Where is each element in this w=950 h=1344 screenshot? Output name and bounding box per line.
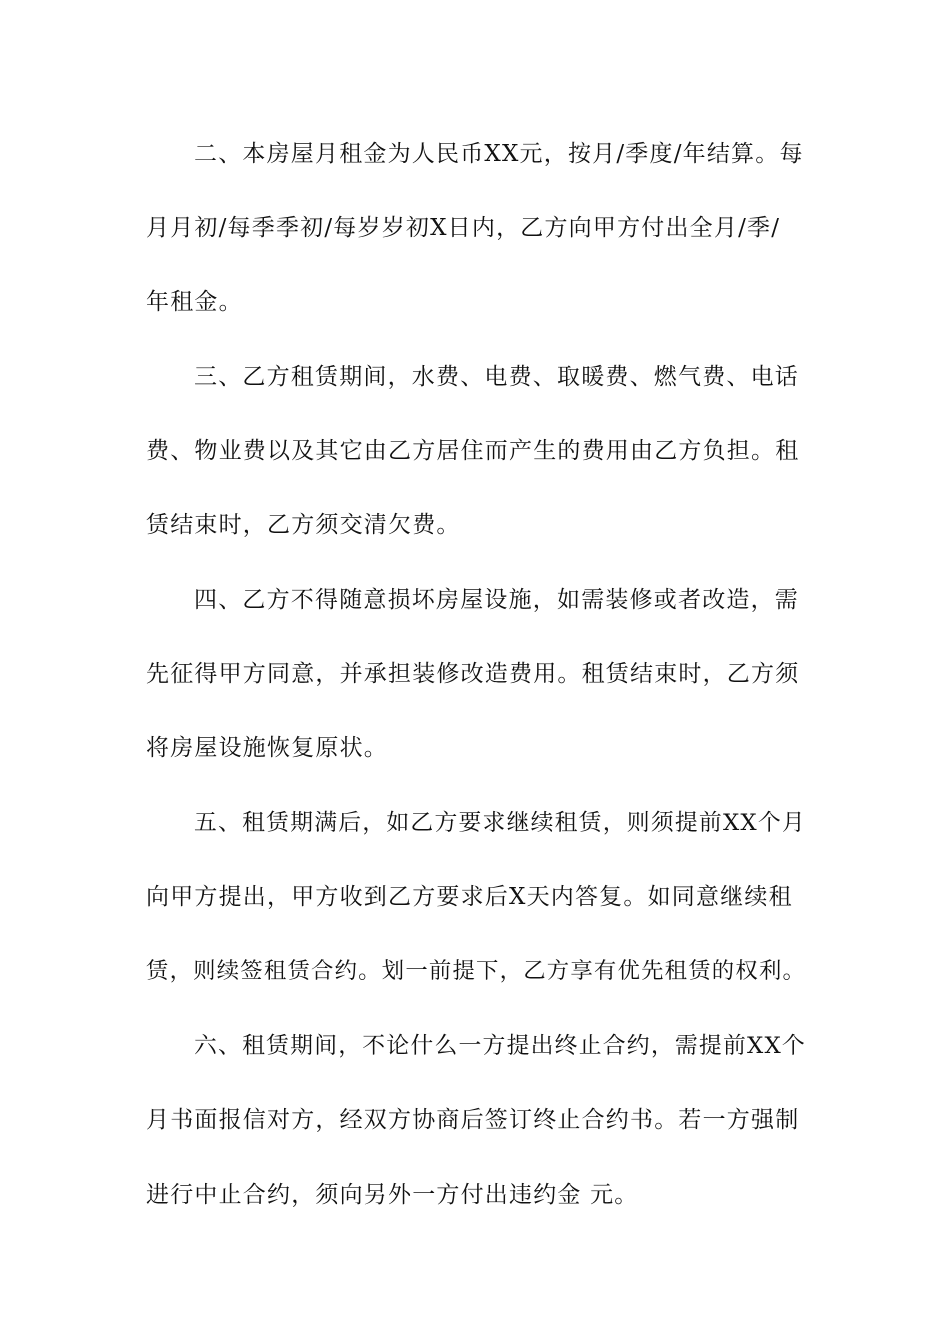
paragraph-5-line-2: 月书面报信对方，经双方协商后签订终止合约书。若一方强制 — [146, 1107, 800, 1133]
paragraph-4-line-3: 赁，则续签租赁合约。划一前提下，乙方享有优先租赁的权利。 — [146, 958, 807, 984]
paragraph-4-line-2: 向甲方提出，甲方收到乙方要求后X天内答复。如同意继续租 — [146, 884, 793, 910]
paragraph-3-line-3: 将房屋设施恢复原状。 — [146, 735, 388, 761]
paragraph-2-line-2: 费、物业费以及其它由乙方居住而产生的费用由乙方负担。租 — [146, 438, 800, 464]
paragraph-5-line-1: 六、租赁期间，不论什么一方提出终止合约，需提前XX个 — [194, 1033, 806, 1059]
paragraph-4-line-1: 五、租赁期满后，如乙方要求继续租赁，则须提前XX个月 — [194, 810, 806, 836]
paragraph-3-line-2: 先征得甲方同意，并承担装修改造费用。租赁结束时，乙方须 — [146, 661, 800, 687]
paragraph-3-line-1: 四、乙方不得随意损坏房屋设施，如需装修或者改造，需 — [194, 587, 799, 613]
paragraph-2-line-3: 赁结束时，乙方须交清欠费。 — [146, 512, 461, 538]
paragraph-1-line-2: 月月初/每季季初/每岁岁初X日内，乙方向甲方付出全月/季/ — [146, 215, 781, 241]
paragraph-1-line-3: 年租金。 — [146, 289, 243, 315]
paragraph-5-line-3: 进行中止合约，须向另外一方付出违约金 元。 — [146, 1182, 639, 1208]
paragraph-1-line-1: 二、本房屋月租金为人民币XX元，按月/季度/年结算。每 — [194, 141, 804, 167]
paragraph-2-line-1: 三、乙方租赁期间，水费、电费、取暖费、燃气费、电话 — [194, 364, 799, 390]
